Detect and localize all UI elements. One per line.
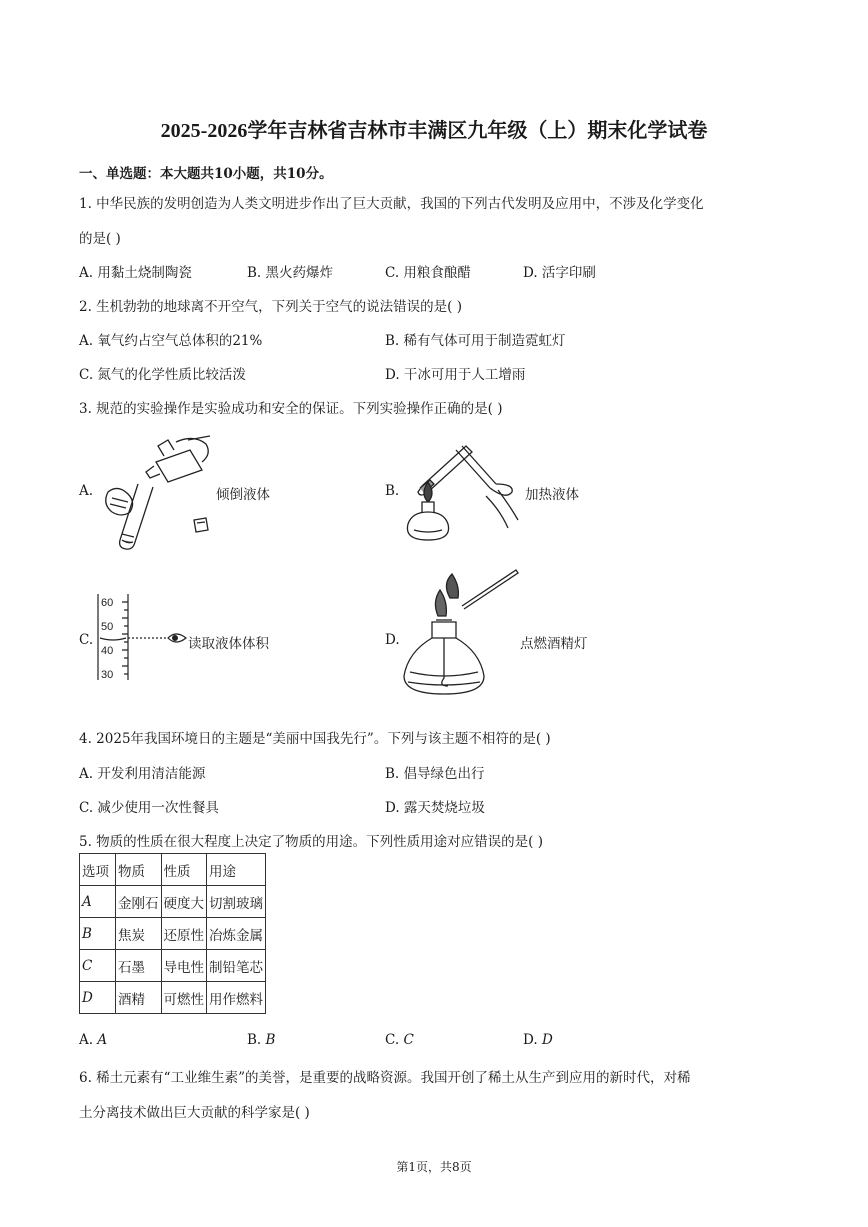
q5-properties-table: [79, 853, 266, 1014]
q6-stem-line2: 土分离技术做出巨大贡献的科学家是( ): [79, 1105, 310, 1121]
q4-option-b: B. 倡导绿色出行: [385, 766, 485, 782]
table-cell: 导电性: [161, 950, 207, 982]
heating-liquid-illustration: [400, 440, 525, 545]
table-header-cell: 性质: [161, 854, 207, 886]
q5-option-b: [247, 1032, 275, 1048]
q3-option-a-caption: 倾倒液体: [216, 487, 270, 503]
cylinder-tick-30: 30: [101, 669, 114, 681]
table-header-cell: 用途: [207, 854, 266, 886]
table-cell: 金刚石: [116, 886, 162, 918]
table-cell: 制铅笔芯: [207, 950, 266, 982]
q5-option-c: [385, 1032, 414, 1048]
table-header-cell: 物质: [116, 854, 162, 886]
lighting-alcohol-lamp-illustration: [402, 568, 520, 708]
q5-option-d: [523, 1032, 553, 1048]
table-cell: C: [80, 950, 116, 982]
q4-option-a: A. 开发利用清洁能源: [79, 766, 206, 782]
q1-stem-line2: 的是( ): [79, 231, 121, 247]
table-cell: 用作燃料: [207, 982, 266, 1014]
table-row: [80, 982, 266, 1014]
table-cell: 硬度大: [161, 886, 207, 918]
table-cell: 还原性: [161, 918, 207, 950]
table-cell: 焦炭: [116, 918, 162, 950]
measuring-cylinder-illustration: [92, 592, 188, 682]
section-heading: 一、单选题：本大题共10小题，共10分。: [79, 166, 333, 182]
q5-option-b-prefix: B.: [247, 1032, 266, 1048]
q5-option-a: [79, 1032, 107, 1048]
q2-stem: 2. 生机勃勃的地球离不开空气，下列关于空气的说法错误的是( ): [79, 299, 462, 315]
table-header-row: [80, 854, 266, 886]
table-row: [80, 950, 266, 982]
table-cell: 石墨: [116, 950, 162, 982]
q5-option-d-value: D: [541, 1032, 553, 1048]
table-cell: 可燃性: [161, 982, 207, 1014]
q2-option-b: B. 稀有气体可用于制造霓虹灯: [385, 333, 566, 349]
table-header-cell: 选项: [80, 854, 116, 886]
q5-option-a-prefix: A.: [79, 1032, 98, 1048]
table-cell: A: [80, 886, 116, 918]
table-row: [80, 886, 266, 918]
q6-stem-line1: 6. 稀土元素有“工业维生素”的美誉，是重要的战略资源。我国开创了稀土从生产到应用的新时代，对稀: [79, 1070, 691, 1086]
q3-stem: 3. 规范的实验操作是实验成功和安全的保证。下列实验操作正确的是( ): [79, 401, 503, 417]
q4-stem: 4. 2025年我国环境日的主题是“美丽中国我先行”。下列与该主题不相符的是( ): [79, 731, 551, 747]
table-cell: D: [80, 982, 116, 1014]
page-title: 2025-2026学年吉林省吉林市丰满区九年级（上）期末化学试卷: [160, 120, 708, 142]
q2-option-a: A. 氧气约占空气总体积的21%: [79, 333, 263, 349]
q2-option-c: C. 氮气的化学性质比较活泼: [79, 367, 246, 383]
q5-option-b-value: B: [265, 1032, 276, 1048]
q3-option-c-caption: 读取液体体积: [188, 636, 269, 652]
q1-option-d: D. 活字印刷: [523, 265, 596, 281]
q5-option-c-value: C: [403, 1032, 414, 1048]
q3-option-a-letter: A.: [79, 483, 94, 499]
q5-option-c-prefix: C.: [385, 1032, 404, 1048]
table-cell: 切割玻璃: [207, 886, 266, 918]
q5-option-d-prefix: D.: [523, 1032, 542, 1048]
q1-option-c: C. 用粮食酿醋: [385, 265, 471, 281]
cylinder-tick-40: 40: [101, 645, 114, 657]
q1-stem-line1: 1. 中华民族的发明创造为人类文明进步作出了巨大贡献，我国的下列古代发明及应用中，不涉及化学变化: [79, 196, 704, 212]
table-cell: 酒精: [116, 982, 162, 1014]
q5-stem: 5. 物质的性质在很大程度上决定了物质的用途。下列性质用途对应错误的是( ): [79, 834, 543, 850]
table-cell: 冶炼金属: [207, 918, 266, 950]
q2-option-d: D. 干冰可用于人工增雨: [385, 367, 526, 383]
q3-option-b-caption: 加热液体: [525, 487, 579, 503]
q4-option-c: C. 减少使用一次性餐具: [79, 800, 219, 816]
q5-option-a-value: A: [97, 1032, 108, 1048]
table-row: [80, 918, 266, 950]
cylinder-tick-50: 50: [101, 621, 114, 633]
cylinder-tick-60: 60: [101, 597, 114, 609]
pouring-liquid-illustration: [98, 432, 213, 550]
q3-option-c-letter: C.: [79, 632, 94, 648]
q3-option-b-letter: B.: [385, 483, 400, 499]
q1-option-b: B. 黑火药爆炸: [247, 265, 334, 281]
q4-option-d: D. 露天焚烧垃圾: [385, 800, 485, 816]
q3-option-d-caption: 点燃酒精灯: [520, 636, 588, 652]
q3-option-d-letter: D.: [385, 632, 400, 648]
page-footer: 第1页，共8页: [396, 1160, 472, 1174]
table-cell: B: [80, 918, 116, 950]
q1-option-a: A. 用黏土烧制陶瓷: [79, 265, 192, 281]
